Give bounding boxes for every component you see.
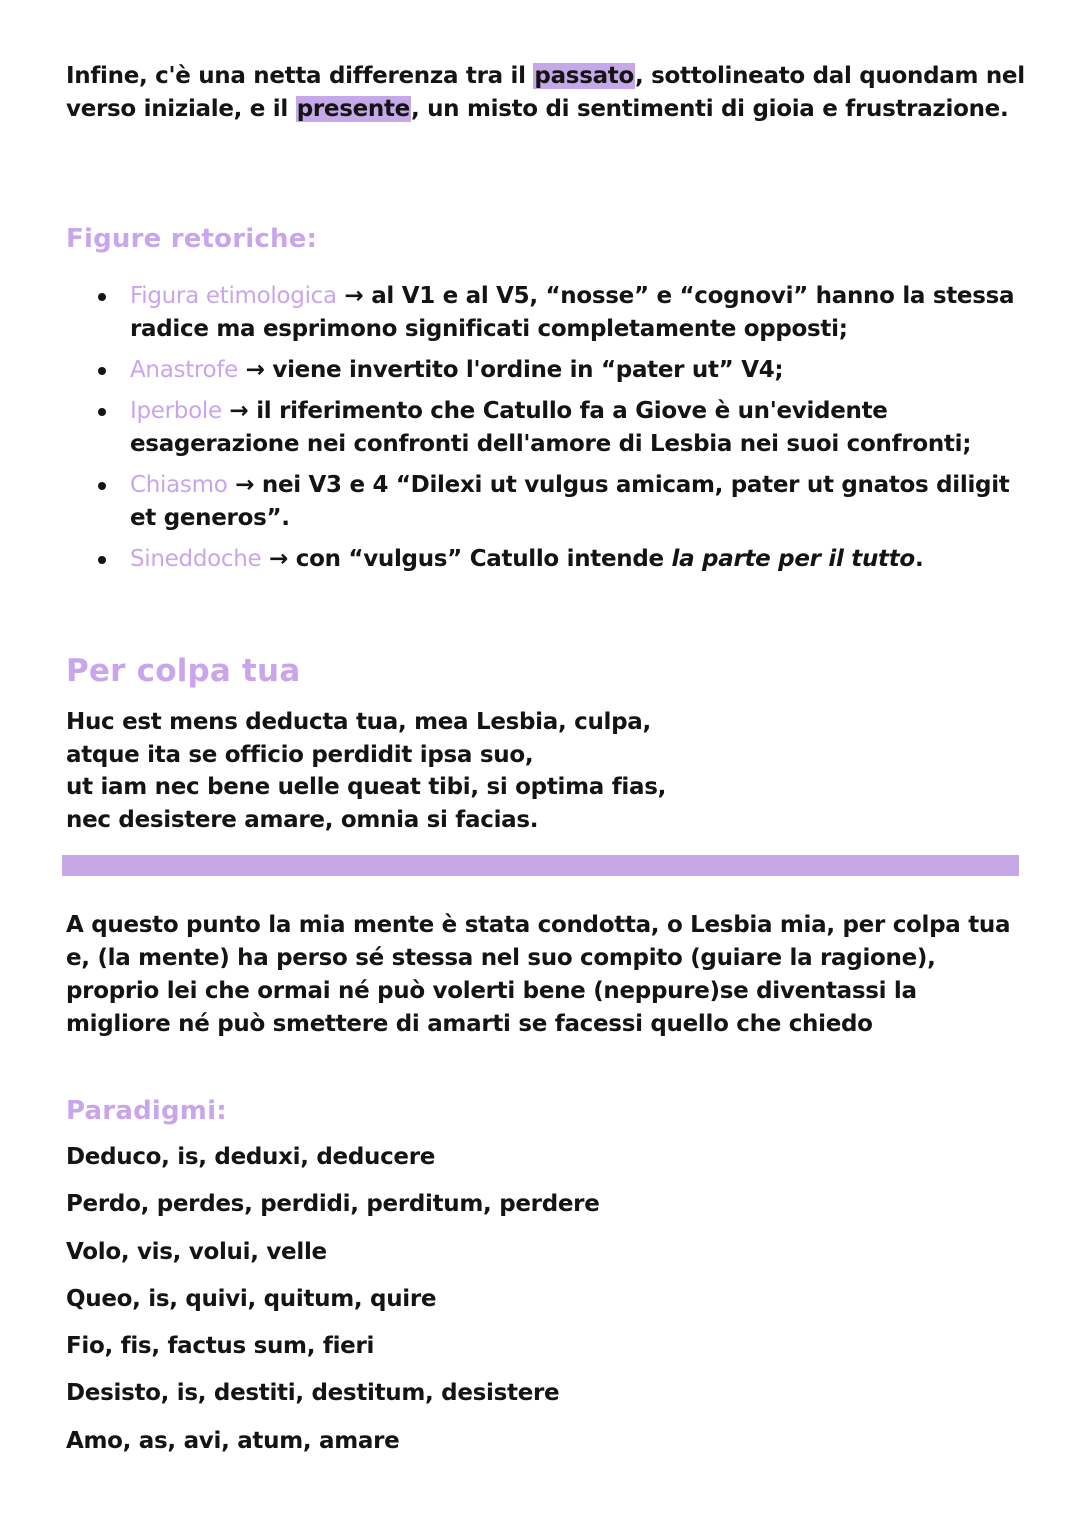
intro-text-3: , un misto di sentimenti di gioia e frustrazione. [410,96,1009,122]
paradigms-heading: Paradigmi: [66,1096,227,1126]
bullet-icon [98,293,106,301]
poem-line: ut iam nec bene uelle queat tibi, si optima fias, [66,774,667,800]
figures-heading: Figure retoriche: [66,224,318,254]
list-item [96,543,1026,576]
figure-description: viene invertito l'ordine in “pater ut” V4; [272,357,784,383]
paradigm-item: Amo, as, avi, atum, amare [66,1427,400,1454]
arrow-icon: → [237,357,273,383]
translation-paragraph: A questo punto la mia mente è stata condotta, o Lesbia mia, per colpa tua e, (la mente) ha perso sé stessa nel suo compito (guiare la ragione), proprio lei che ormai né può volerti bene (neppure)se diventassi la migliore né può smettere di amarti se facessi quello che chiedo [66,912,1011,1037]
bullet-icon [98,556,106,564]
figure-description: il riferimento che Catullo fa a Giove è un'evidente esagerazione nei confronti dell'amore di Lesbia nei suoi confronti; [130,398,972,457]
list-item [96,469,1026,535]
paradigm-item: Volo, vis, volui, velle [66,1238,327,1265]
list-item [96,354,1026,387]
list-item [96,280,1026,346]
bullet-icon [98,367,106,375]
intro-text-1: Infine, c'è una netta differenza tra il [66,63,534,89]
bullet-icon [98,482,106,490]
figure-description-end: . [914,546,924,572]
figure-description-italic: la parte per il tutto [671,546,915,572]
arrow-icon: → [261,546,296,572]
poem-line: nec desistere amare, omnia si facias. [66,806,539,833]
bullet-icon [98,408,106,416]
poem-text [66,706,1026,836]
intro-text-2: , sottolineato dal quondam nel verso iniziale, e il [66,63,1025,122]
arrow-icon: → [227,472,262,498]
paradigm-item: Fio, fis, factus sum, fieri [66,1333,375,1360]
figure-term: Figura etimologica [130,283,337,309]
figure-term: Iperbole [130,398,222,424]
paradigms-list [66,1141,1026,1472]
list-item [96,395,1026,461]
figures-list [96,280,1026,584]
poem-line: Huc est mens deducta tua, mea Lesbia, culpa, [66,709,651,735]
paradigm-item: Desisto, is, destiti, destitum, desistere [66,1380,560,1407]
arrow-icon: → [221,398,257,424]
figure-term: Sineddoche [130,546,262,572]
highlight-passato: passato [534,63,635,89]
paradigm-item: Perdo, perdes, perdidi, perditum, perdere [66,1191,600,1218]
highlight-presente: presente [296,96,410,122]
arrow-icon: → [336,283,372,309]
figure-description: al V1 e al V5, “nosse” e “cognovi” hanno la stessa radice ma esprimono significati completamente opposti; [130,283,1015,342]
paradigm-item: Queo, is, quivi, quitum, quire [66,1285,437,1312]
poem-title: Per colpa tua [66,653,301,689]
intro-paragraph [66,60,1026,126]
figure-term: Anastrofe [130,357,238,383]
figure-description: con “vulgus” Catullo intende [295,546,672,572]
figure-term: Chiasmo [130,472,228,498]
figure-description: nei V3 e 4 “Dilexi ut vulgus amicam, pater ut gnatos diligit et generos”. [130,472,1010,531]
poem-line: atque ita se officio perdidit ipsa suo, [66,741,534,768]
section-divider [62,855,1019,876]
paradigm-item: Deduco, is, deduxi, deducere [66,1144,436,1170]
